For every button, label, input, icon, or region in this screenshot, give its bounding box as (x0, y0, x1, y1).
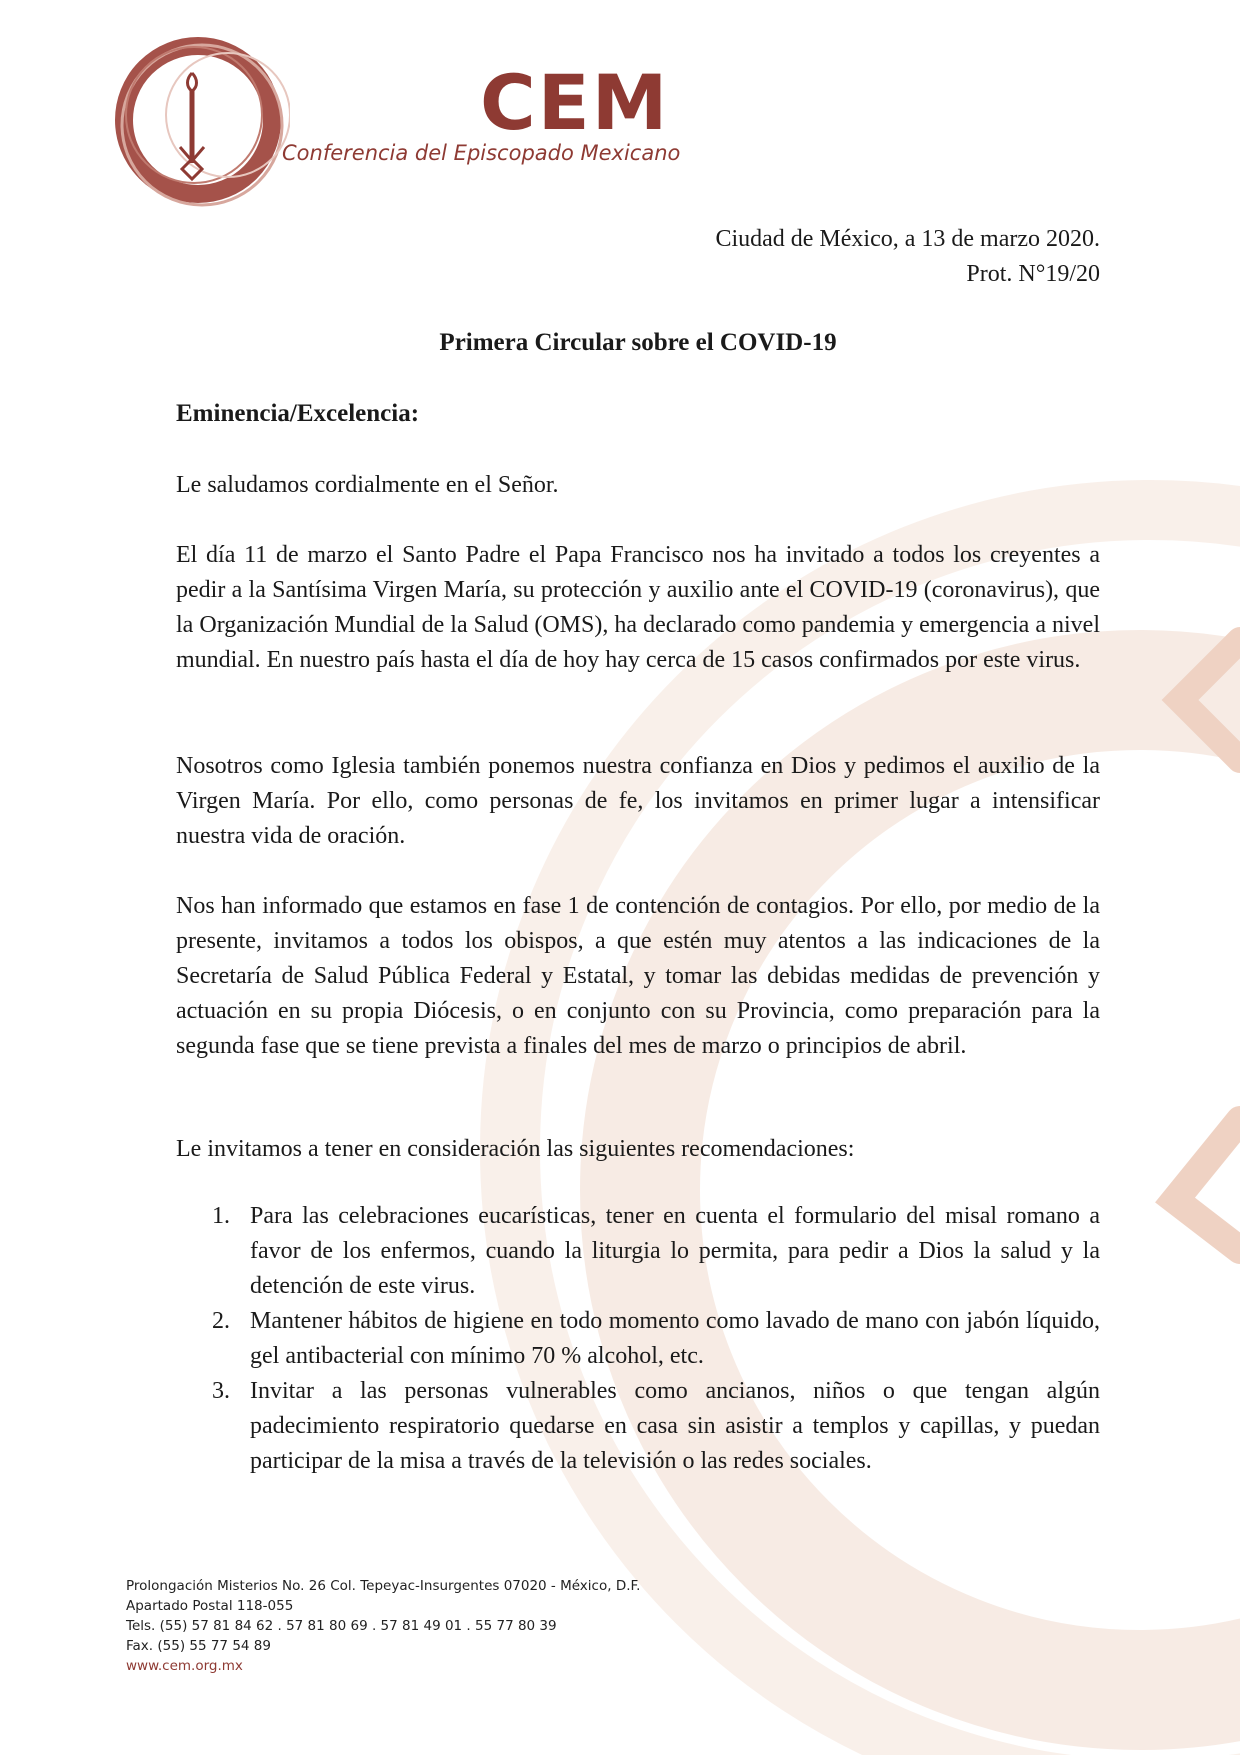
list-item (176, 1374, 1100, 1479)
list-item-number: 1. (212, 1203, 230, 1229)
list-item-number: 2. (212, 1308, 230, 1334)
salutation: Eminencia/Excelencia: (176, 400, 420, 427)
footer-po-box: Apartado Postal 118-055 (126, 1598, 294, 1614)
cem-logo-icon (110, 35, 290, 210)
protocol-number: Prot. N°19/20 (966, 261, 1100, 287)
paragraph-phase-one: Nos han informado que estamos en fase 1 de contención de contagios. Por ello, por medio de la presente, invitamos a todos los obispos, a que estén muy atentos a las indicaciones de la Secretaría de Salud Pública Federal y Estatal, y tomar las debidas medidas de prevención y actuación en su propia Diócesis, o en conjunto con su Provincia, como preparación para la segunda fase que se tiene prevista a finales del mes de marzo o principios de abril. (176, 893, 1100, 1059)
footer-website-link[interactable]: www.cem.org.mx (126, 1658, 243, 1674)
paragraph-recommendations-intro: Le invitamos a tener en consideración las siguientes recomendaciones: (176, 1136, 855, 1162)
document-title: Primera Circular sobre el COVID-19 (439, 329, 837, 356)
list-item-number: 3. (212, 1378, 230, 1404)
list-item (176, 1199, 1100, 1304)
paragraph-pope-invitation: El día 11 de marzo el Santo Padre el Papa Francisco nos ha invitado a todos los creyentes a pedir a la Santísima Virgen María, su protección y auxilio ante el COVID-19 (coronavirus), que la Organización Mundial de la Salud (OMS), ha declarado como pandemia y emergencia a nivel mundial. En nuestro país hasta el día de hoy hay cerca de 15 casos confirmados por este virus. (176, 542, 1100, 673)
recommendations-list (176, 1199, 1100, 1479)
place-date: Ciudad de México, a 13 de marzo 2020. (715, 226, 1100, 252)
paragraph-church-trust: Nosotros como Iglesia también ponemos nuestra confianza en Dios y pedimos el auxilio de la Virgen María. Por ello, como personas de fe, los invitamos en primer lugar a intensificar nuestra vida de oración. (176, 753, 1100, 849)
footer-address: Prolongación Misterios No. 26 Col. Tepeyac-Insurgentes 07020 - México, D.F. (126, 1578, 641, 1594)
paragraph-greeting: Le saludamos cordialmente en el Señor. (176, 472, 559, 498)
list-item (176, 1304, 1100, 1374)
list-item-text: Mantener hábitos de higiene en todo momento como lavado de mano con jabón líquido, gel antibacterial con mínimo 70 % alcohol, etc. (250, 1308, 1100, 1369)
footer-phones: Tels. (55) 57 81 84 62 . 57 81 80 69 . 57 81 49 01 . 55 77 80 39 (126, 1618, 557, 1634)
organization-name: Conferencia del Episcopado Mexicano (282, 141, 681, 165)
letterhead-footer (126, 1576, 640, 1676)
dateline (715, 222, 1100, 292)
list-item-text: Invitar a las personas vulnerables como ancianos, niños o que tengan algún padecimiento respiratorio quedarse en casa sin asistir a templos y capillas, y puedan participar de la misa a través de la televisión o las redes sociales. (250, 1378, 1100, 1474)
list-item-text: Para las celebraciones eucarísticas, tener en cuenta el formulario del misal romano a favor de los enfermos, cuando la liturgia lo permita, para pedir a Dios la salud y la detención de este virus. (250, 1203, 1100, 1299)
letterhead-logo (110, 35, 681, 210)
footer-fax: Fax. (55) 55 77 54 89 (126, 1638, 271, 1654)
organization-acronym: CEM (480, 58, 670, 147)
